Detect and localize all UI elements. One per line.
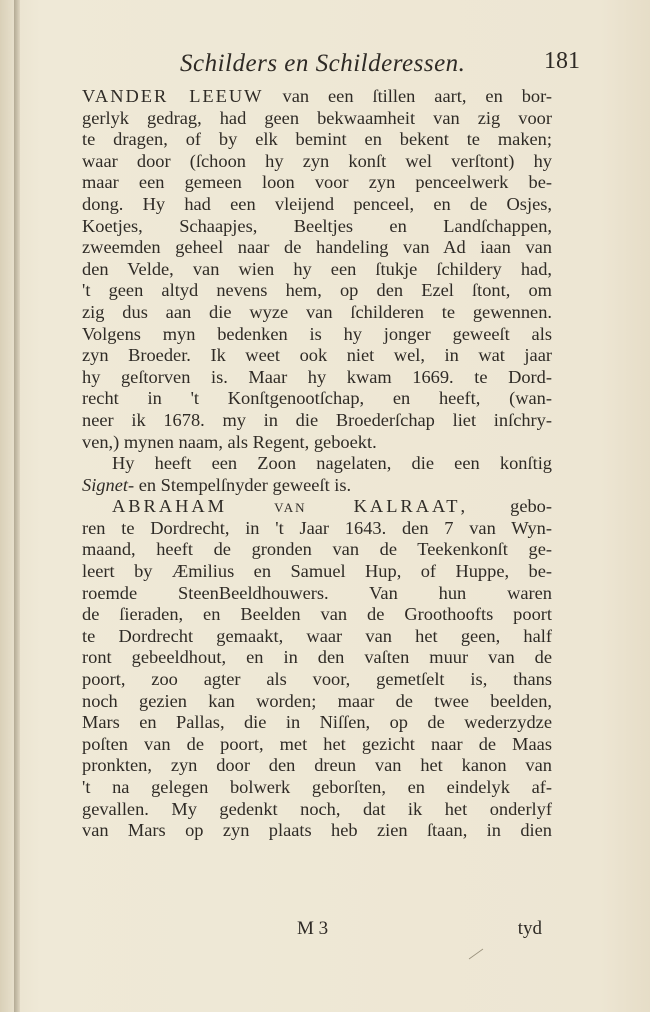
paragraph (82, 496, 552, 842)
page-number: 181 (544, 48, 580, 74)
text-segment: waar door (ſchoon hy zyn konſt wel verſtont) hy (82, 150, 552, 171)
page-footer (82, 918, 552, 944)
text-segment: zyn Broeder. Ik weet ook niet wel, in wat jaar (82, 345, 552, 366)
text-line (82, 345, 552, 367)
text-line (82, 302, 552, 324)
text-line (82, 237, 552, 259)
text-segment: zig dus aan die wyze van ſchilderen te gewennen. (82, 301, 552, 322)
text-line (82, 734, 552, 756)
text-line (82, 561, 552, 583)
text-segment: poort, zoo agter als voor, gemetſelt is, thans (82, 669, 552, 690)
running-title: Schilders en Schilderessen. (180, 50, 466, 77)
text-segment: gevallen. My gedenkt noch, dat ik het onderlyf (82, 798, 552, 819)
text-line (82, 820, 552, 842)
text-segment: en Stempelſnyder geweeſt is. (134, 474, 352, 495)
signature-mark: M 3 (297, 918, 329, 939)
text-line (82, 518, 552, 540)
text-segment: Koetjes, Schaapjes, Beeltjes en Landſchappen, (82, 215, 552, 236)
text-line (82, 151, 552, 173)
text-segment: van een ſtillen aart, en bor- (263, 86, 552, 106)
paragraph (82, 453, 552, 496)
text-segment: poſten van de poort, met het gezicht naar de Maas (82, 733, 552, 754)
text-segment: te Dordrecht gemaakt, waar van het geen, half (82, 625, 552, 646)
text-segment: ven,) mynen naam, als Regent, geboekt. (82, 431, 377, 452)
text-line (82, 388, 552, 410)
text-segment: KALRAAT (353, 496, 461, 517)
text-segment: neer ik 1678. my in die Broederſchap liet inſchry- (82, 409, 552, 430)
text-segment: te dragen, of by elk bemint en bekent te maken; (82, 129, 552, 150)
text-line (82, 216, 552, 238)
text-segment: Hy heeft een Zoon nagelaten, die een konſtig (112, 453, 552, 474)
text-line (82, 647, 552, 669)
text-line (82, 691, 552, 713)
text-segment: ront gebeeldhout, en in den vaſten muur van de (82, 647, 552, 668)
text-segment: pronkten, zyn door den dreun van het kanon van (82, 755, 552, 776)
text-segment: Volgens myn bedenken is hy jonger geweeſt als (82, 323, 552, 344)
text-segment: recht in 't Konſtgenootſchap, en heeft, (wan- (82, 388, 552, 409)
text-segment: leert by Æmilius en Samuel Hup, of Huppe, be- (82, 561, 552, 582)
text-line (82, 799, 552, 821)
text-segment: Signet- (82, 474, 135, 495)
text-line (82, 367, 552, 389)
text-line (82, 194, 552, 216)
text-segment: van Mars op zyn plaats heb zien ſtaan, in dien (82, 820, 552, 841)
text-segment: ABRAHAM (112, 496, 228, 517)
text-segment: maar een gemeen loon voor zyn penceelwerk be- (82, 172, 552, 193)
text-segment: , gebo- (460, 496, 552, 517)
text-line (82, 324, 552, 346)
text-line (82, 453, 552, 475)
text-segment: VANDER LEEUW (82, 86, 264, 106)
text-segment: dong. Hy had een vleijend penceel, en de Osjes, (82, 193, 552, 214)
text-segment: zweemden geheel naar de handeling van Ad iaan van (82, 237, 552, 258)
text-segment: gerlyk gedrag, had geen bekwaamheit van zig voor (82, 107, 552, 128)
text-line (82, 583, 552, 605)
text-segment: ren te Dordrecht, in 't Jaar 1643. den 7 van Wyn- (82, 517, 552, 538)
text-segment: 't geen altyd nevens hem, op den Ezel ſtont, om (82, 280, 552, 301)
text-segment: den Velde, van wien hy een ſtukje ſchildery had, (82, 258, 552, 279)
pencil-mark-icon (468, 948, 484, 960)
text-line (82, 669, 552, 691)
text-line (82, 539, 552, 561)
body-text (82, 86, 552, 842)
page-header (180, 46, 600, 84)
text-segment: maand, heeft de gronden van de Teekenkonſt ge- (82, 539, 552, 560)
text-line (82, 108, 552, 130)
text-line (82, 129, 552, 151)
text-line (82, 712, 552, 734)
text-segment: de ſieraden, en Beelden van de Groothoofts poort (82, 604, 552, 625)
text-line (82, 777, 552, 799)
page-gutter-shadow (14, 0, 20, 1012)
text-line (82, 432, 552, 454)
text-line (82, 626, 552, 648)
text-segment: hy geſtorven is. Maar hy kwam 1669. te Dord- (82, 366, 552, 387)
text-line (82, 496, 552, 518)
text-segment: roemde SteenBeeldhouwers. Van hun waren (82, 582, 552, 603)
text-line (82, 280, 552, 302)
text-line (82, 755, 552, 777)
text-line (82, 604, 552, 626)
text-line (82, 172, 552, 194)
text-segment: noch gezien kan worden; maar de twee beelden, (82, 690, 552, 711)
text-line (82, 86, 552, 108)
text-line (82, 410, 552, 432)
text-line (82, 475, 552, 497)
paragraph (82, 86, 552, 453)
text-line (82, 259, 552, 281)
text-segment: van (227, 496, 354, 517)
text-segment: Mars en Pallas, die in Niſſen, op de wederzydze (82, 712, 552, 733)
text-segment: 't na gelegen bolwerk geborſten, en eindelyk af- (82, 777, 552, 797)
catchword: tyd (517, 918, 542, 939)
